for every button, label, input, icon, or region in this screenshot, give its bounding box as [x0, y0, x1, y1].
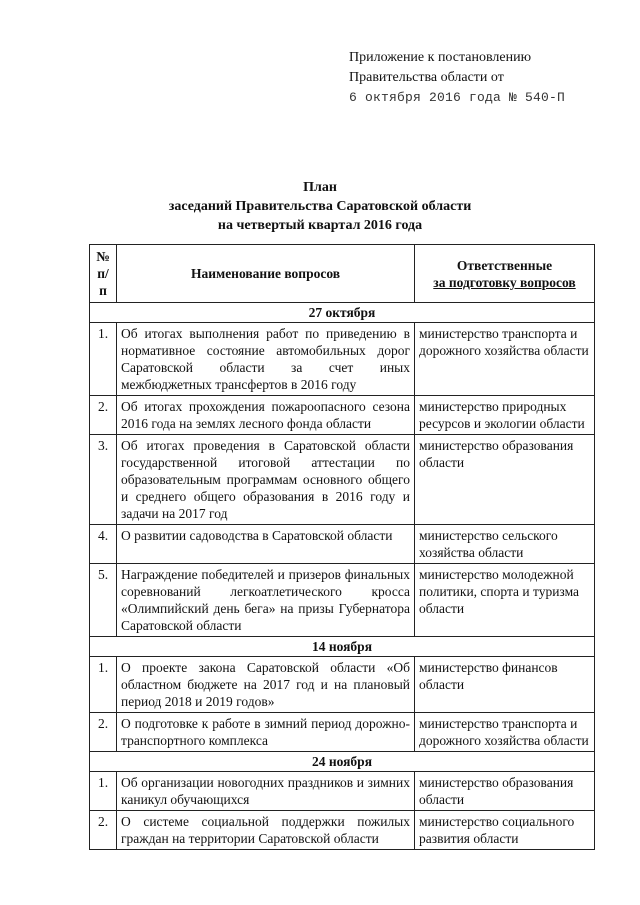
row-responsible: министерство социального развития области: [415, 811, 595, 850]
appendix-note: [349, 48, 565, 108]
header-question: Наименование вопросов: [117, 245, 415, 303]
table-row: [90, 657, 595, 713]
row-number: 1.: [90, 323, 117, 396]
table-row: [90, 396, 595, 435]
row-number: 2.: [90, 713, 117, 752]
row-question: О системе социальной поддержки пожилых граждан на территории Саратовской области: [117, 811, 415, 850]
table-header-row: [90, 245, 595, 303]
row-responsible: министерство образования области: [415, 435, 595, 525]
table-row: [90, 811, 595, 850]
title-line-2: заседаний Правительства Саратовской области: [168, 199, 472, 214]
plan-table: [89, 244, 595, 850]
row-question: Награждение победителей и призеров финальных соревнований легкоатлетического кросса «Олимпийский день бега» на призы Губернатора Саратовской области: [117, 564, 415, 637]
section-date: 14 ноября: [90, 637, 595, 657]
header-number-line-2: п/п: [97, 266, 109, 298]
row-question: Об итогах проведения в Саратовской области государственной итоговой аттестации по образовательным программам основного общего и среднего общего образования в 2016 году и задачи на 2017 год: [117, 435, 415, 525]
row-number: 2.: [90, 811, 117, 850]
row-responsible: министерство финансов области: [415, 657, 595, 713]
plan-title: [0, 178, 640, 235]
title-line-1: План: [303, 180, 337, 195]
table-row: [90, 713, 595, 752]
row-responsible: министерство образования области: [415, 772, 595, 811]
table-row: [90, 564, 595, 637]
table-row: [90, 772, 595, 811]
row-number: 4.: [90, 525, 117, 564]
table-row: [90, 525, 595, 564]
header-responsible-line-1: Ответственные: [456, 257, 553, 273]
row-responsible: министерство молодежной политики, спорта и туризма области: [415, 564, 595, 637]
table-row: [90, 435, 595, 525]
row-question: Об итогах выполнения работ по приведению в нормативное состояние автомобильных дорог Саратовской области за счет иных межбюджетных трансфертов в 2016 году: [117, 323, 415, 396]
section-date: 24 ноября: [90, 752, 595, 772]
appendix-line-1: Приложение к постановлению: [349, 50, 532, 65]
row-question: О развитии садоводства в Саратовской области: [117, 525, 415, 564]
row-question: Об организации новогодних праздников и зимних каникул обучающихся: [117, 772, 415, 811]
section-date-row: [90, 303, 595, 323]
section-date-row: [90, 752, 595, 772]
row-responsible: министерство сельского хозяйства области: [415, 525, 595, 564]
header-responsible-line-2: за подготовку вопросов: [433, 274, 576, 290]
row-question: О проекте закона Саратовской области «Об областном бюджете на 2017 год и на плановый период 2018 и 2019 годов»: [117, 657, 415, 713]
row-responsible: министерство транспорта и дорожного хозяйства области: [415, 713, 595, 752]
table-row: [90, 323, 595, 396]
section-date-row: [90, 637, 595, 657]
header-number: [90, 245, 117, 303]
row-number: 1.: [90, 657, 117, 713]
row-responsible: министерство транспорта и дорожного хозяйства области: [415, 323, 595, 396]
row-number: 3.: [90, 435, 117, 525]
row-number: 1.: [90, 772, 117, 811]
decree-date-stamp: 6 октября 2016 года № 540-П: [349, 90, 566, 105]
row-responsible: министерство природных ресурсов и экологии области: [415, 396, 595, 435]
row-number: 5.: [90, 564, 117, 637]
appendix-line-2: Правительства области от: [349, 70, 504, 85]
row-question: Об итогах прохождения пожароопасного сезона 2016 года на землях лесного фонда области: [117, 396, 415, 435]
section-date: 27 октября: [90, 303, 595, 323]
row-question: О подготовке к работе в зимний период дорожно-транспортного комплекса: [117, 713, 415, 752]
row-number: 2.: [90, 396, 117, 435]
header-responsible: [415, 245, 595, 303]
header-number-line-1: №: [96, 249, 110, 264]
title-line-3: на четвертый квартал 2016 года: [217, 218, 423, 233]
